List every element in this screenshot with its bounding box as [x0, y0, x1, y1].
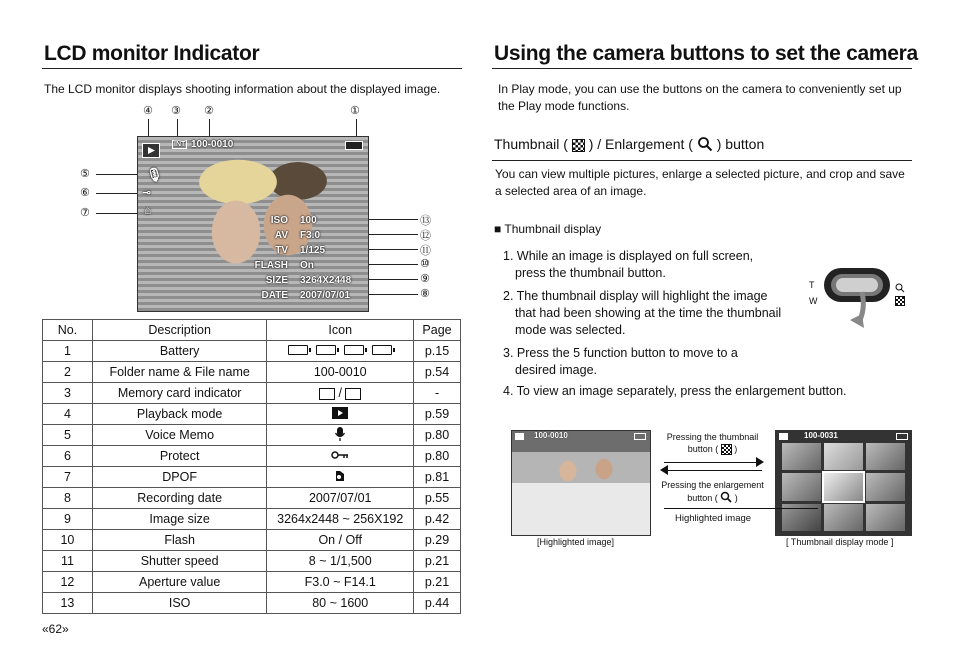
subtitle-part-1: Thumbnail (	[494, 136, 568, 153]
cell-icon-playback	[267, 404, 414, 425]
cell-no: 6	[43, 446, 93, 467]
cell-icon: 100-0010	[267, 362, 414, 383]
section-description: You can view multiple pictures, enlarge a selected picture, and crop and save a selected area of an image.	[495, 167, 905, 198]
magnifier-icon	[720, 491, 732, 506]
thumbnail-icon	[721, 444, 732, 455]
zoom-t-label: T	[809, 280, 815, 290]
lcd-value-av: F3.0	[300, 230, 321, 241]
thumb-cell	[866, 504, 905, 531]
cell-page: p.15	[414, 341, 461, 362]
internal-memory-icon	[345, 388, 361, 400]
arrow-to-enlarge-line	[664, 470, 762, 471]
thumb-cell	[866, 473, 905, 500]
cell-icon: 3264x2448 ~ 256X192	[267, 509, 414, 530]
pressing-thumb-part-b: )	[734, 444, 738, 454]
step-1: 1. While an image is displayed on full screen, press the thumbnail button.	[503, 249, 754, 280]
caption-thumbnail-mode: [ Thumbnail display mode ]	[786, 537, 894, 547]
voice-memo-icon: 🎙	[146, 167, 163, 182]
cell-page: p.21	[414, 551, 461, 572]
cell-no: 8	[43, 488, 93, 509]
lcd-label-tv: TV	[275, 245, 288, 256]
cell-icon-dpof	[267, 467, 414, 488]
lcd-value-tv: 1/125	[300, 245, 326, 256]
dpof-icon: ⌂	[144, 203, 152, 217]
thumbnail-icon	[572, 139, 585, 152]
cell-page: p.55	[414, 488, 461, 509]
callout-12: ⑫	[420, 230, 431, 242]
cell-page: p.44	[414, 593, 461, 614]
cell-no: 1	[43, 341, 93, 362]
photo-a-play-icon	[515, 433, 524, 440]
step-2: 2. The thumbnail display will highlight the image that had been showing at the time the thumbnail mode was selected.	[503, 289, 782, 337]
lcd-value-iso: 100	[300, 215, 317, 226]
cell-page: p.54	[414, 362, 461, 383]
cell-icon: On / Off	[267, 530, 414, 551]
subtitle-part-2: ) / Enlargement (	[588, 136, 693, 153]
thumb-cell	[824, 504, 863, 531]
lcd-label-iso: ISO	[270, 215, 288, 226]
callout-line-6	[96, 193, 143, 194]
cell-icon-battery	[267, 341, 414, 362]
col-header-description: Description	[92, 320, 267, 341]
callout-line-7	[96, 213, 143, 214]
cell-icon: 2007/07/01	[267, 488, 414, 509]
table-row	[43, 467, 461, 488]
cell-icon: F3.0 ~ F14.1	[267, 572, 414, 593]
table-row	[43, 509, 461, 530]
lcd-label-date: DATE	[261, 290, 288, 301]
thumb-cell	[782, 473, 821, 500]
photo-a-file-name: 100-0010	[534, 431, 568, 440]
cell-page: p.21	[414, 572, 461, 593]
lcd-value-flash: On	[300, 260, 314, 271]
table-row	[43, 404, 461, 425]
lcd-label-size: SIZE	[265, 275, 288, 286]
bullet-thumbnail-display: ■ Thumbnail display	[494, 222, 602, 236]
left-page-title: LCD monitor Indicator	[44, 42, 260, 65]
page-number: «62»	[42, 622, 69, 636]
zoom-w-label: W	[809, 296, 818, 306]
left-title-rule	[42, 68, 462, 69]
thumb-cell	[824, 443, 863, 470]
cell-page: p.80	[414, 425, 461, 446]
arrow-left-head-icon	[660, 465, 668, 475]
callout-line-5	[96, 174, 143, 175]
callout-5: ⑤	[80, 168, 90, 180]
callout-10: ⑩	[420, 258, 430, 270]
table-row	[43, 446, 461, 467]
pressing-enl-part-b: )	[734, 492, 738, 503]
icon-separator: /	[338, 386, 342, 400]
callout-13: ⑬	[420, 215, 431, 227]
cell-no: 9	[43, 509, 93, 530]
callout-3: ③	[171, 105, 181, 117]
right-intro: In Play mode, you can use the buttons on the camera to conveniently set up the Play mode functions.	[498, 82, 902, 113]
pressing-thumb-line-1: Pressing the thumbnail	[666, 432, 759, 442]
thumb-cell	[866, 443, 905, 470]
cell-no: 3	[43, 383, 93, 404]
table-row	[43, 488, 461, 509]
cell-desc: Shutter speed	[92, 551, 267, 572]
lcd-value-date: 2007/07/01	[300, 290, 351, 301]
pressing-enl-line-1: Pressing the enlargement	[661, 480, 764, 490]
cell-desc: Voice Memo	[92, 425, 267, 446]
cell-desc: Battery	[92, 341, 267, 362]
callout-6: ⑥	[80, 187, 90, 199]
pressing-enl-line-2	[650, 491, 775, 506]
table-row	[43, 341, 461, 362]
cell-icon: 8 ~ 1/1,500	[267, 551, 414, 572]
subtitle-rule	[492, 160, 912, 161]
cell-icon-memory	[267, 383, 414, 404]
lcd-label-flash: FLASH	[254, 260, 288, 271]
table-header-row	[43, 320, 461, 341]
photo-a-battery-icon	[634, 433, 646, 440]
cell-no: 12	[43, 572, 93, 593]
pressing-enl-part-a: button (	[687, 492, 718, 503]
voice-memo-icon	[334, 426, 346, 445]
table-row	[43, 383, 461, 404]
cell-no: 11	[43, 551, 93, 572]
caption-highlighted-image: [Highlighted image]	[537, 537, 615, 547]
table-row	[43, 362, 461, 383]
lcd-label-av: AV	[274, 230, 288, 241]
lcd-value-size: 3264X2448	[300, 275, 352, 286]
cell-page: p.29	[414, 530, 461, 551]
pressing-enlargement-label	[650, 479, 775, 506]
table-row	[43, 593, 461, 614]
cell-icon-voice	[267, 425, 414, 446]
callout-7: ⑦	[80, 207, 90, 219]
callout-9: ⑨	[420, 273, 430, 285]
battery-icon	[345, 141, 363, 150]
dpof-icon	[333, 469, 347, 486]
col-header-icon: Icon	[267, 320, 414, 341]
cell-no: 4	[43, 404, 93, 425]
thumb-cell-highlighted	[824, 473, 863, 500]
callout-11: ⑪	[420, 245, 431, 257]
thumbnail-grid	[782, 443, 905, 531]
subtitle-part-3: ) button	[716, 136, 765, 153]
battery-low-icon	[344, 345, 364, 355]
cell-page: p.42	[414, 509, 461, 530]
callout-4: ④	[143, 105, 153, 117]
right-page-title: Using the camera buttons to set the camera	[494, 42, 918, 65]
cell-desc: Image size	[92, 509, 267, 530]
cell-desc: ISO	[92, 593, 267, 614]
cell-no: 2	[43, 362, 93, 383]
memory-card-icon	[319, 388, 335, 400]
step-4: 4. To view an image separately, press the enlargement button.	[503, 384, 847, 398]
pressing-thumb-part-a: button (	[687, 444, 719, 454]
cell-desc: Aperture value	[92, 572, 267, 593]
memory-card-icon: INT	[174, 141, 186, 148]
table-row	[43, 551, 461, 572]
arrow-right-head-icon	[756, 457, 764, 467]
highlight-pointer-line	[664, 508, 818, 509]
cell-desc: Folder name & File name	[92, 362, 267, 383]
cell-icon-protect	[267, 446, 414, 467]
playback-mode-icon	[331, 406, 349, 423]
callout-1: ①	[350, 105, 360, 117]
thumbnail-display-photo	[775, 430, 912, 536]
lcd-file-name: 100-0010	[191, 139, 234, 150]
magnifier-icon	[697, 136, 713, 155]
key-protect-icon	[331, 449, 349, 463]
table-row	[43, 425, 461, 446]
lcd-preview-image	[137, 136, 369, 312]
callout-2: ②	[204, 105, 214, 117]
highlighted-photo	[511, 430, 651, 536]
cell-desc: DPOF	[92, 467, 267, 488]
col-header-page: Page	[414, 320, 461, 341]
highlighted-image-label: Highlighted image	[675, 513, 752, 524]
battery-full-icon	[288, 345, 308, 355]
photo-b-battery-icon	[896, 433, 908, 440]
cell-no: 7	[43, 467, 93, 488]
table-row	[43, 530, 461, 551]
battery-empty-icon	[372, 345, 392, 355]
cell-no: 13	[43, 593, 93, 614]
photo-b-file-name: 100-0031	[804, 431, 838, 440]
step-3: 3. Press the 5 function button to move to a desired image.	[503, 346, 738, 377]
col-header-no: No.	[43, 320, 93, 341]
callout-8: ⑧	[420, 288, 430, 300]
left-intro: The LCD monitor displays shooting information about the displayed image.	[44, 82, 441, 96]
cell-page: p.81	[414, 467, 461, 488]
cell-page: p.59	[414, 404, 461, 425]
cell-page: p.80	[414, 446, 461, 467]
cell-desc: Playback mode	[92, 404, 267, 425]
pressing-thumbnail-label	[655, 431, 770, 455]
indicator-table	[42, 319, 461, 614]
cell-desc: Protect	[92, 446, 267, 467]
cell-desc: Memory card indicator	[92, 383, 267, 404]
battery-mid-icon	[316, 345, 336, 355]
cell-no: 5	[43, 425, 93, 446]
table-row	[43, 572, 461, 593]
right-title-rule	[492, 68, 912, 69]
cell-desc: Flash	[92, 530, 267, 551]
pressing-thumb-line-2	[655, 443, 770, 455]
cell-icon: 80 ~ 1600	[267, 593, 414, 614]
cell-desc: Recording date	[92, 488, 267, 509]
section-subtitle	[494, 136, 764, 155]
cell-page: -	[414, 383, 461, 404]
thumb-cell	[782, 443, 821, 470]
cell-no: 10	[43, 530, 93, 551]
photo-b-play-icon	[779, 433, 788, 440]
playback-mode-icon	[142, 143, 160, 158]
protect-icon: ⊸	[142, 187, 152, 199]
zoom-thumbnail-icon	[895, 296, 905, 306]
arrow-to-thumbnail-line	[664, 462, 762, 463]
